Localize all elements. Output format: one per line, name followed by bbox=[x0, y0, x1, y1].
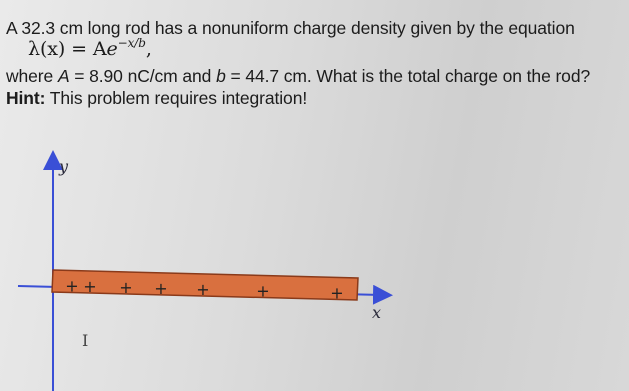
param-a-var: A bbox=[57, 66, 70, 86]
text-cursor-glyph: I bbox=[82, 331, 89, 350]
equation-lhs: λ(x) = A bbox=[28, 38, 107, 60]
y-axis-label: y bbox=[59, 157, 69, 176]
param-b-var: b bbox=[216, 66, 226, 86]
problem-statement-line: A 32.3 cm long rod has a nonuniform charge density given by the equation bbox=[6, 18, 575, 38]
equation-exponent: −x/b bbox=[117, 36, 146, 50]
param-b-value: = 44.7 cm. What is the total charge on the rod? bbox=[225, 66, 591, 86]
plus-charge-sign: + bbox=[65, 276, 79, 296]
plus-charge-sign: + bbox=[196, 279, 210, 299]
parameters-pre: where bbox=[6, 66, 58, 86]
x-axis-label: x bbox=[372, 303, 382, 322]
plus-charge-sign: + bbox=[119, 277, 133, 297]
plus-charge-sign: + bbox=[256, 281, 270, 301]
hint-text: This problem requires integration! bbox=[45, 88, 308, 108]
param-a-value: = 8.90 nC/cm and bbox=[69, 66, 217, 86]
plus-charge-sign: + bbox=[154, 278, 168, 298]
hint-label: Hint: bbox=[6, 88, 46, 108]
plus-charge-sign: + bbox=[83, 276, 97, 296]
plus-charge-sign: + bbox=[330, 283, 344, 303]
equation-trailing: , bbox=[145, 38, 152, 60]
equation-base: e bbox=[106, 38, 118, 60]
